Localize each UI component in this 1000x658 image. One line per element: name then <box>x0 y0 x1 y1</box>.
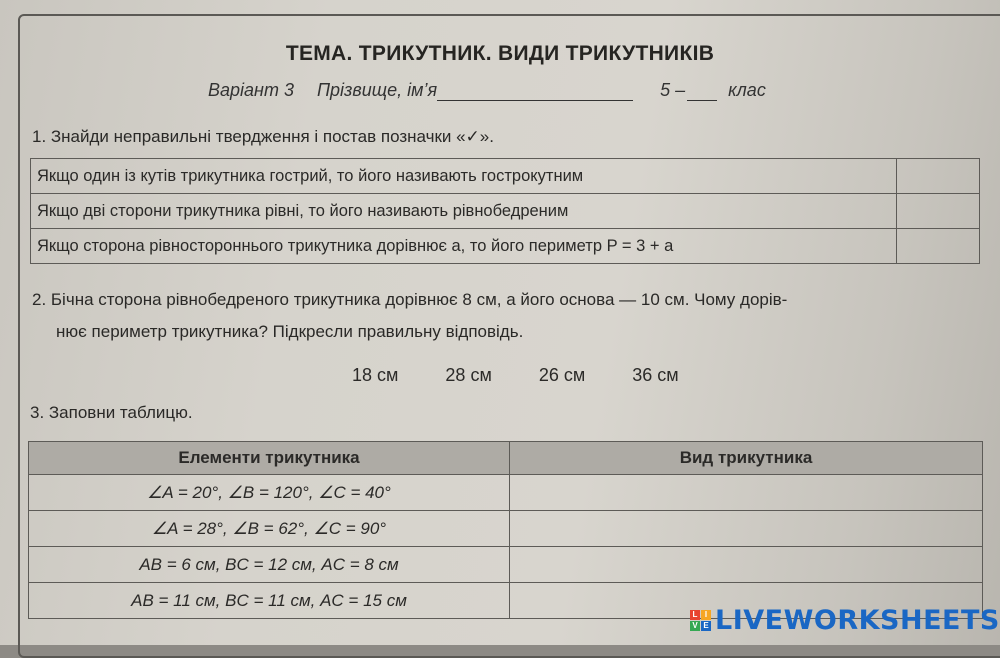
task3-table <box>28 441 983 619</box>
statement-cell: Якщо дві сторони трикутника рівні, то його називають рівнобедреним <box>31 194 897 229</box>
statement-cell: Якщо сторона рівностороннього трикутника дорівнює a, то його периметр P = 3 + a <box>31 229 897 264</box>
grade-prefix: 5 – <box>660 80 686 100</box>
elements-cell: ∠A = 20°, ∠B = 120°, ∠C = 40° <box>29 475 510 511</box>
task2-options <box>352 365 721 386</box>
table-row <box>31 159 980 194</box>
grade-field[interactable] <box>687 100 717 101</box>
elements-cell: AB = 11 см, BC = 11 см, AC = 15 см <box>29 583 510 619</box>
table-row <box>29 475 983 511</box>
task3-prompt: 3. Заповни таблицю. <box>30 403 193 422</box>
name-field[interactable] <box>437 100 633 101</box>
table-row <box>29 511 983 547</box>
header-line <box>208 80 784 101</box>
table-row <box>31 194 980 229</box>
column-header-type: Вид трикутника <box>510 442 983 475</box>
type-answer-cell[interactable] <box>510 511 983 547</box>
grade-suffix: клас <box>728 80 766 100</box>
type-answer-cell[interactable] <box>510 547 983 583</box>
answer-option[interactable]: 28 см <box>445 365 492 385</box>
statement-cell: Якщо один із кутів трикутника гострий, то його називають гострокутним <box>31 159 897 194</box>
answer-option[interactable]: 26 см <box>538 365 586 385</box>
task2-prompt-line1: 2. Бічна сторона рівнобедреного трикутника дорівнює 8 см, а його основа — 10 см. Чому дорів- <box>32 290 788 309</box>
logo-text: LIVEWORKSHEETS <box>715 604 1000 636</box>
task1-table <box>30 158 980 264</box>
elements-cell: ∠A = 28°, ∠B = 62°, ∠C = 90° <box>29 511 510 547</box>
task2-prompt-line2: нює периметр трикутника? Підкресли правильну відповідь. <box>56 322 524 341</box>
answer-option[interactable]: 18 см <box>352 365 399 385</box>
task1-prompt: 1. Знайди неправильні твердження і постав позначки «✓». <box>32 127 494 146</box>
variant-label: Варіант 3 <box>208 80 294 100</box>
type-answer-cell[interactable] <box>510 475 983 511</box>
column-header-elements: Елементи трикутника <box>29 442 510 475</box>
check-cell[interactable] <box>897 159 980 194</box>
check-cell[interactable] <box>897 229 980 264</box>
page-title: ТЕМА. ТРИКУТНИК. ВИДИ ТРИКУТНИКІВ <box>285 42 715 65</box>
elements-cell: AB = 6 см, BC = 12 см, AC = 8 см <box>29 547 510 583</box>
table-row <box>29 547 983 583</box>
name-label: Прізвище, ім’я <box>316 80 438 100</box>
logo-mark-icon: L I V E <box>690 610 711 631</box>
liveworksheets-logo <box>690 605 1000 635</box>
table-row <box>31 229 980 264</box>
answer-option[interactable]: 36 см <box>632 365 679 385</box>
check-cell[interactable] <box>897 194 980 229</box>
table-header-row <box>29 442 983 475</box>
